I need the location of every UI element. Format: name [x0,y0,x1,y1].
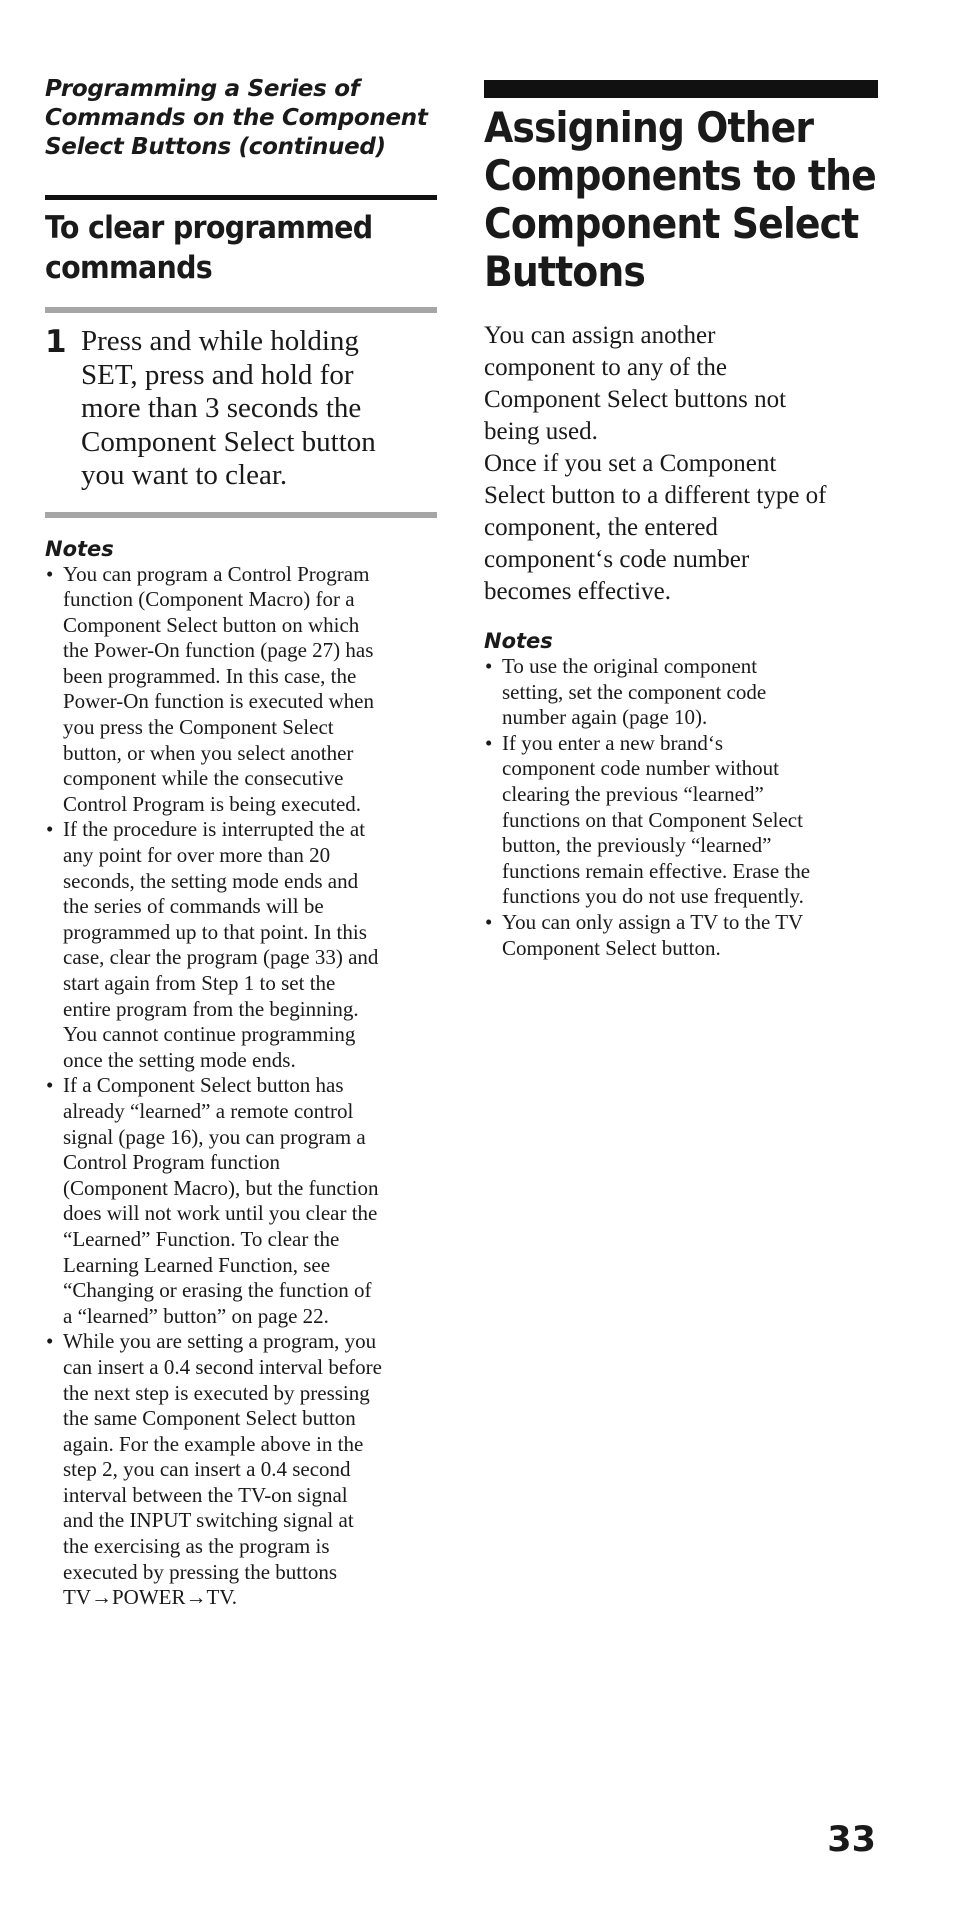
note-line: entire program from the beginning. [63,996,359,1021]
note-item [45,1329,437,1611]
subheading-top-rule [45,195,437,200]
note-line: component while the consecutive [63,766,344,791]
text-line: Component Select button [81,425,376,458]
text-line: component, the entered [484,514,718,541]
step-text [81,325,376,493]
note-line: seconds, the setting mode ends and [63,868,359,893]
text-line: Component Select [484,199,859,248]
note-line: functions remain effective. Erase the [502,858,811,883]
note-line: case, clear the program (page 33) and [63,945,379,970]
note-line: already “learned” a remote control [63,1098,354,1123]
text-line: you want to clear. [81,459,288,491]
note-line: Component Select button. [502,935,721,960]
note-line: functions you do not use frequently. [502,884,804,909]
note-line: the next step is executed by pressing [63,1380,370,1405]
text-line: Select button to a different type of [484,482,827,509]
bullet-icon: • [485,909,493,934]
assigning-components-heading [484,103,876,296]
note-line: functions on that Component Select [502,807,803,832]
note-item [45,1073,437,1329]
heading-top-rule [484,80,878,98]
note-line: If you enter a new brand‘s [502,730,723,755]
note-line: You can only assign a TV to the TV [502,909,804,934]
text-line: To clear programmed [45,210,373,246]
page-number: 33 [827,1820,876,1860]
note-item [484,731,878,910]
step-top-rule [45,307,437,313]
note-item [45,817,437,1073]
left-notes-list [45,562,437,1611]
note-line: setting, set the component code [502,679,767,704]
text-line: Programming a Series of [45,76,360,102]
bullet-icon: • [485,654,493,678]
note-line: been programmed. In this case, the [63,663,357,688]
note-line: interval between the TV-on signal [63,1482,348,1507]
step-number: 1 [45,324,67,360]
note-line: you press the Component Select [63,715,334,740]
note-line: Control Program function [63,1150,280,1175]
right-column [484,80,878,961]
text-line: being used. [484,418,598,445]
note-line: While you are setting a program, you [63,1329,377,1354]
notes-title: Notes [45,536,114,561]
text-line: more than 3 seconds the [81,392,362,424]
note-line: executed by pressing the buttons [63,1559,338,1584]
note-line: a “learned” button” on page 22. [63,1303,329,1328]
note-line: Component Select button on which [63,612,360,637]
bullet-icon: • [46,817,54,842]
note-line: TV→POWER→TV. [63,1585,238,1610]
text-line: Press and while holding [81,325,359,357]
text-line: component‘s code number [484,546,750,573]
note-line: number again (page 10). [502,705,708,730]
note-line: “Changing or erasing the function of [63,1278,372,1303]
note-line: Learning Learned Function, see [63,1252,331,1277]
bullet-icon: • [485,730,493,755]
text-line: Component Select buttons not [484,386,787,413]
note-line: clearing the previous “learned” [502,781,764,806]
clear-commands-heading [45,208,406,288]
note-line: once the setting mode ends. [63,1047,296,1072]
text-line: You can assign another [484,322,716,349]
note-line: and the INPUT switching signal at [63,1508,354,1533]
note-line: again. For the example above in the [63,1431,364,1456]
text-line: component to any of the [484,354,727,381]
text-line: commands [45,250,212,286]
text-line: Once if you set a Component [484,450,777,477]
note-line: the Power-On function (page 27) has [63,638,374,663]
note-line: To use the original component [502,654,758,678]
bullet-icon: • [46,1073,54,1098]
right-notes-list [484,654,878,961]
note-line: button, or when you select another [63,740,354,765]
note-line: function (Component Macro) for a [63,587,355,612]
note-line: “Learned” Function. To clear the [63,1226,340,1251]
step-bottom-rule [45,512,437,518]
intro-paragraph [484,320,878,608]
section-caption [45,75,437,162]
note-line: If a Component Select button has [63,1073,344,1098]
text-line: Buttons [484,247,645,296]
text-line: Assigning Other [484,103,814,152]
note-line: signal (page 16), you can program a [63,1124,366,1149]
note-line: You cannot continue programming [63,1022,356,1047]
note-item [45,562,437,818]
note-line: component code number without [502,756,780,781]
note-line: If the procedure is interrupted the at [63,817,366,842]
note-line: button, the previously “learned” [502,833,772,858]
note-line: programmed up to that point. In this [63,919,367,944]
note-item [484,654,878,731]
notes-title: Notes [484,629,553,653]
left-column [45,75,437,1611]
note-line: any point for over more than 20 [63,843,331,868]
note-line: the same Component Select button [63,1406,356,1431]
step-1 [45,325,437,493]
bullet-icon: • [46,1329,54,1354]
note-line: the exercising as the program is [63,1534,330,1559]
note-line: start again from Step 1 to set the [63,971,336,995]
note-item [484,910,878,961]
note-line: can insert a 0.4 second interval before [63,1354,382,1379]
note-line: the series of commands will be [63,894,324,919]
note-line: Control Program is being executed. [63,791,362,816]
text-line: Select Buttons (continued) [45,134,386,160]
bullet-icon: • [46,561,54,586]
text-line: Commands on the Component [45,105,428,131]
note-line: step 2, you can insert a 0.4 second [63,1457,351,1482]
text-line: Components to the [484,151,876,200]
note-line: does will not work until you clear the [63,1201,378,1226]
note-line: You can program a Control Program [63,561,370,586]
text-line: SET, press and hold for [81,358,354,391]
note-line: Power-On function is executed when [63,689,374,714]
note-line: (Component Macro), but the function [63,1175,379,1200]
text-line: becomes effective. [484,578,671,605]
